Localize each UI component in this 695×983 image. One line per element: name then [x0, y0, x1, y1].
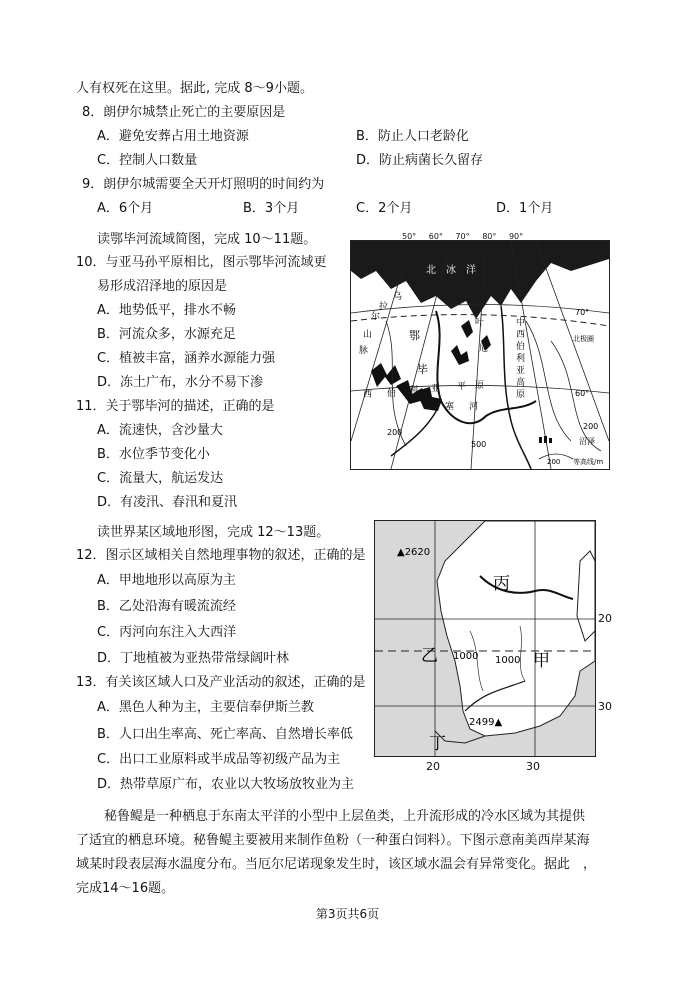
- q9-option-a: A．6个月: [97, 201, 154, 216]
- place-ping: 平: [457, 382, 467, 392]
- lon-60: 60°: [428, 232, 443, 241]
- place-he: 河: [469, 402, 479, 412]
- read-instruction-2: 读世界某区域地形图，完成 12～13题。: [97, 525, 330, 540]
- q13-option-b: B．人口出生率高、死亡率高、自然增长率低: [97, 727, 353, 742]
- q8-stem: 8．朗伊尔城禁止死亡的主要原因是: [82, 105, 286, 120]
- q10-option-a: A．地势低平，排水不畅: [97, 303, 236, 318]
- contour-200-east: [526, 321, 571, 441]
- passage-line-2: 了适宜的栖息环境。秘鲁鳀主要被用来制作鱼粉（一种蛋白饲料）。下图示意南美西岸某海: [76, 833, 590, 848]
- passage-line-3: 域某时段表层海水温度分布。当厄尔尼诺现象发生时，该区域水温会有异常变化。据此 ，: [76, 857, 597, 872]
- passage-line-4: 完成14～16题。: [76, 881, 175, 896]
- q11-option-b: B．水位季节变化小: [97, 447, 210, 462]
- lon-label-50-top: [409, 241, 423, 242]
- ob-river-map-svg: [351, 241, 609, 469]
- lon-50: 50°: [402, 232, 417, 241]
- place-bo1: 伯: [516, 342, 526, 352]
- read-instruction-1: 读鄂毕河流域简图，完成 10～11题。: [97, 232, 317, 247]
- q9-option-c: C．2个月: [356, 201, 413, 216]
- passage-14-16: [76, 805, 636, 901]
- place-li1: 利: [516, 354, 526, 364]
- lat-60-label: 60°: [575, 389, 590, 398]
- peak-2499-label: 2499▲: [469, 717, 503, 728]
- q12-option-c: C．丙河向东注入大西洋: [97, 625, 237, 640]
- arctic-coast-shape: [351, 241, 609, 319]
- q9-option-d: D．1个月: [496, 201, 554, 216]
- contour-200b-label: 200: [583, 422, 599, 431]
- place-e: 鄂: [409, 329, 420, 342]
- sea-label: 北 冰 洋: [426, 265, 476, 276]
- map2-lat-20: 20: [598, 612, 612, 625]
- arctic-circle-label: 北极圈: [573, 335, 594, 343]
- place-sai: 塞: [445, 402, 455, 412]
- southern-africa-map-svg: [375, 521, 595, 756]
- place-yuan1: 原: [516, 390, 526, 400]
- q12-option-d: D．丁地植被为亚热带常绿阔叶林: [97, 651, 290, 666]
- map1-lon-labels: [402, 232, 523, 241]
- place-ye: 叶: [475, 318, 485, 328]
- q11-stem: 11．关于鄂毕河的描述，正确的是: [76, 399, 275, 414]
- place-mai: 脉: [359, 346, 369, 356]
- ob-river-map: [350, 240, 610, 470]
- elev-1000-west: 1000: [453, 651, 479, 662]
- map2-lat-30: 30: [598, 700, 612, 713]
- place-gao: 高: [516, 378, 526, 388]
- q13-option-d: D．热带草原广布，农业以大牧场放牧业为主: [97, 777, 355, 792]
- southern-africa-map: [374, 520, 596, 757]
- map2-lon-30: 30: [526, 760, 540, 773]
- contour-200-label: 200: [387, 428, 403, 437]
- lon-70: 70°: [455, 232, 470, 241]
- intro-tail: 人有权死在这里。据此, 完成 8～9小题。: [76, 81, 313, 96]
- page-footer: 第3页共6页: [315, 907, 380, 921]
- q8-option-a: A．避免安葬占用土地资源: [97, 129, 249, 144]
- q10-option-d: D．冻土广布，水分不易下渗: [97, 375, 264, 390]
- place-la: 拉: [379, 302, 389, 312]
- q11-option-c: C．流量大，航运发达: [97, 471, 224, 486]
- region-bing: 丙: [493, 574, 510, 594]
- map2-lon-20: 20: [426, 760, 440, 773]
- q10-option-b: B．河流众多，水源充足: [97, 327, 236, 342]
- place-ni: 尼: [479, 344, 489, 354]
- q12-option-a: A．甲地地形以高原为主: [97, 573, 236, 588]
- q9-stem: 9．朗伊尔城需要全天开灯照明的时间约为: [82, 177, 325, 192]
- peak-2620-label: ▲2620: [397, 547, 431, 558]
- place-bo2: 伯: [387, 389, 397, 399]
- contour-500-label: 500: [471, 440, 487, 449]
- legend-contour-value: 200: [547, 458, 561, 466]
- place-zhong: 中: [516, 318, 526, 328]
- passage-line-1: 秘鲁鳀是一种栖息于东南太平洋的小型中上层鱼类，上升流形成的冷水区域为其提供: [104, 809, 586, 824]
- place-li2: 利: [409, 386, 419, 396]
- region-jia: 甲: [533, 651, 550, 671]
- lon-80: 80°: [482, 232, 497, 241]
- q10-option-c: C．植被丰富，涵养水源能力强: [97, 351, 276, 366]
- q12-stem: 12．图示区域相关自然地理事物的叙述，正确的是: [76, 548, 366, 563]
- legend-swamp-label: 沼泽: [579, 437, 595, 446]
- legend-contour-unit: 等高线/m: [573, 458, 604, 466]
- q9-option-b: B．3个月: [243, 201, 300, 216]
- lat-70-label: 70°: [575, 308, 590, 317]
- place-xi1: 西: [516, 330, 526, 340]
- legend-swamp-icon: [539, 436, 552, 443]
- place-shan: 山: [363, 330, 373, 340]
- q12-option-b: B．乙处沿海有暖流流经: [97, 599, 236, 614]
- region-ding: 丁: [429, 734, 446, 754]
- q13-option-c: C．出口工业原料或半成品等初级产品为主: [97, 752, 341, 767]
- q10-stem-line2: 易形成沼泽地的原因是: [97, 279, 228, 294]
- q8-option-c: C．控制人口数量: [97, 153, 198, 168]
- place-ya1: 亚: [516, 366, 526, 376]
- land-shape: [437, 521, 595, 736]
- q8-option-d: D．防止病菌长久留存: [356, 153, 484, 168]
- q11-option-a: A．流速快，含沙量大: [97, 423, 223, 438]
- q8-option-b: B．防止人口老龄化: [356, 129, 469, 144]
- region-yi: 乙: [421, 646, 438, 666]
- lon-90: 90°: [508, 232, 524, 241]
- place-xi2: 西: [363, 390, 373, 400]
- elev-1000-east: 1000: [495, 655, 521, 666]
- place-wu: 乌: [393, 292, 403, 302]
- q11-option-d: D．有凌汛、春汛和夏汛: [97, 495, 238, 510]
- place-er: 尔: [371, 312, 381, 322]
- place-bi: 毕: [417, 363, 428, 376]
- place-yuan2: 原: [475, 381, 485, 391]
- q13-option-a: A．黑色人种为主，主要信奉伊斯兰教: [97, 700, 314, 715]
- q10-stem-line1: 10．与亚马孙平原相比，图示鄂毕河流域更: [76, 255, 327, 270]
- q13-stem: 13．有关该区域人口及产业活动的叙述，正确的是: [76, 675, 366, 690]
- place-ya2: 亚: [431, 384, 441, 394]
